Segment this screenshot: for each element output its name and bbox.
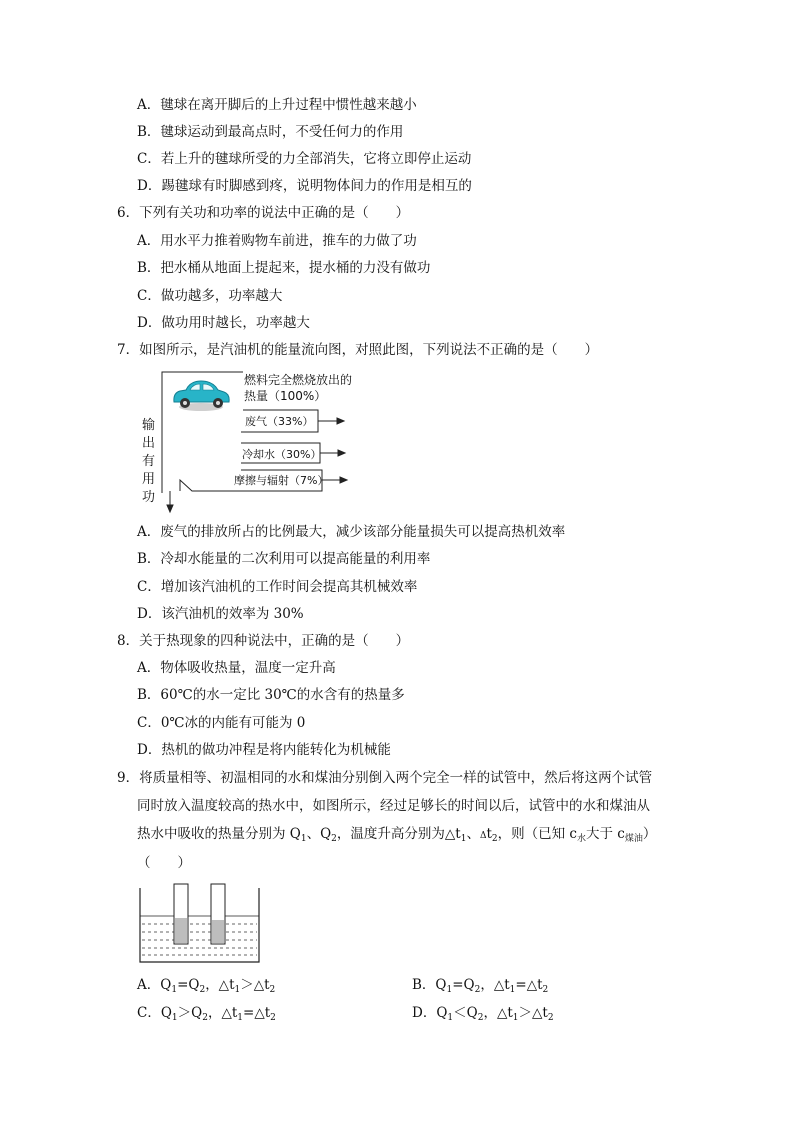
q9-option-d: D．$Q_1<Q_2$，$\triangle t_1>\triangle t_2$ bbox=[412, 1005, 554, 1023]
q8-option-b: B．60℃的水一定比 30℃的水含有的热量多 bbox=[137, 687, 405, 703]
q7-option-b: B．冷却水能量的二次利用可以提高能量的利用率 bbox=[137, 551, 431, 567]
q8-option-d: D．热机的做功冲程是将内能转化为机械能 bbox=[137, 742, 391, 758]
q7-option-d: D．该汽油机的效率为 30% bbox=[137, 606, 304, 622]
q7-stem: 7．如图所示，是汽油机的能量流向图，对照此图，下列说法不正确的是（ ） bbox=[117, 342, 599, 358]
q5-option-b: B．毽球运动到最高点时，不受任何力的作用 bbox=[137, 124, 404, 140]
hot-water bbox=[142, 924, 257, 955]
q7-option-c: C．增加该汽油机的工作时间会提高其机械效率 bbox=[137, 579, 418, 595]
output-label-char-4: 用 bbox=[142, 472, 156, 487]
exhaust-label: 废气（33%） bbox=[245, 415, 314, 428]
q6-option-c: C．做功越多，功率越大 bbox=[137, 288, 283, 304]
q8-option-a: A．物体吸收热量，温度一定升高 bbox=[137, 660, 336, 676]
q7-option-a: A．废气的排放所占的比例最大，减少该部分能量损失可以提高热机效率 bbox=[137, 524, 566, 540]
q8-stem: 8．关于热现象的四种说法中，正确的是（ ） bbox=[117, 633, 410, 649]
q6-option-b: B．把水桶从地面上提起来，提水桶的力没有做功 bbox=[137, 260, 431, 276]
q5-option-c: C．若上升的毽球所受的力全部消失，它将立即停止运动 bbox=[137, 151, 472, 167]
cooling-water-label: 冷却水（30%） bbox=[242, 448, 322, 461]
q9-stem-line-1: 9．将质量相等、初温相同的水和煤油分别倒入两个完全一样的试管中，然后将这两个试管 bbox=[117, 770, 653, 786]
q9-answer-blank: （ ） bbox=[137, 855, 191, 871]
beaker bbox=[140, 888, 259, 962]
q6-option-d: D．做功用时越长，功率越大 bbox=[137, 315, 310, 331]
q9-option-b: B．$Q_1=Q_2$，$\triangle t_1=\triangle t_2$ bbox=[412, 977, 549, 995]
q6-stem: 6．下列有关功和功率的说法中正确的是（ ） bbox=[117, 205, 410, 221]
q9-stem-line-2: 同时放入温度较高的热水中，如图所示，经过足够长的时间以后，试管中的水和煤油从 bbox=[137, 798, 650, 814]
q9-option-c: C．$Q_1>Q_2$，$\triangle t_1=\triangle t_2$ bbox=[137, 1005, 276, 1023]
test-tube-water bbox=[174, 884, 188, 944]
q9-stem-line-3: 热水中吸收的热量分别为 $Q_1$、$Q_2$，温度升高分别为$\triangle t_1$、$\Delta t_2$，则（已知 $c_水$大于 $c_{煤油}$） bbox=[137, 826, 657, 844]
fuel-heat-label-line1: 燃料完全燃烧放出的 bbox=[244, 373, 353, 387]
output-label-char-3: 有 bbox=[142, 454, 156, 469]
q5-option-a: A．毽球在离开脚后的上升过程中惯性越来越小 bbox=[137, 97, 417, 113]
output-label-char-5: 功 bbox=[142, 490, 156, 505]
friction-radiation-label: 摩擦与辐射（7%） bbox=[234, 474, 329, 487]
q9-option-a: A．$Q_1=Q_2$，$\triangle t_1>\triangle t_2$ bbox=[137, 977, 276, 995]
output-label-char-1: 输 bbox=[142, 418, 156, 433]
output-label-char-2: 出 bbox=[142, 436, 156, 451]
q5-option-d: D．踢毽球有时脚感到疼，说明物体间力的作用是相互的 bbox=[137, 178, 472, 194]
test-tube-kerosene bbox=[211, 884, 225, 944]
fuel-heat-label-line2: 热量（100%） bbox=[244, 389, 327, 403]
q8-option-c: C．0℃冰的内能有可能为 0 bbox=[137, 715, 306, 731]
q6-option-a: A．用水平力推着购物车前进，推车的力做了功 bbox=[137, 233, 417, 249]
